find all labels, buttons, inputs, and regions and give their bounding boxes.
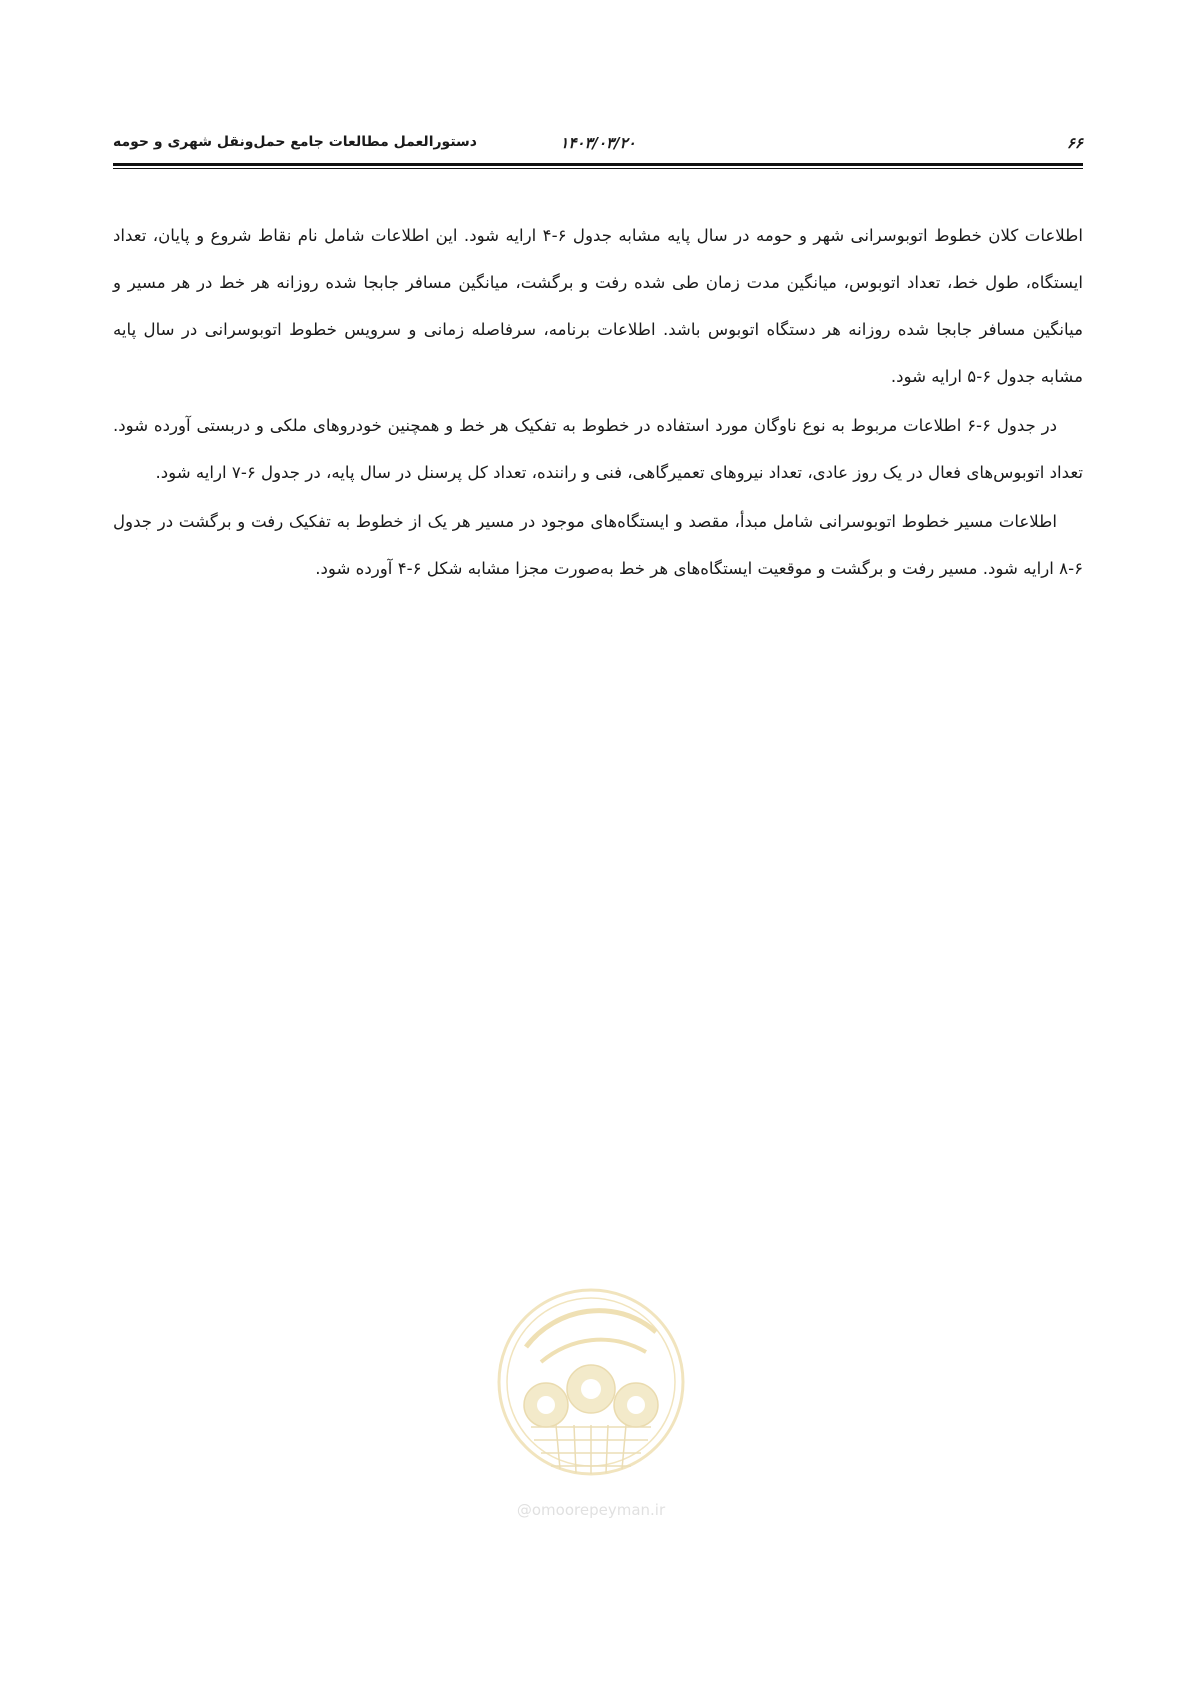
page-number: ۶۶ [1066, 134, 1083, 152]
header-title: دستورالعمل مطالعات جامع حمل‌ونقل شهری و حومه [113, 134, 477, 150]
seal-icon [486, 1277, 696, 1497]
paragraph-2: در جدول ۶-۶ اطلاعات مربوط به نوع ناوگان مورد استفاده در خطوط به تفکیک هر خط و همچنین خودروهای ملکی و دربستی آورده شود. تعداد اتوبوس‌های فعال در یک روز عادی، تعداد نیروهای تعمیرگاهی، فنی و راننده، تعداد کل پرسنل در سال پایه، در جدول ۶-۷ ارایه شود. [113, 416, 1083, 482]
page-header [113, 128, 1083, 158]
header-rule-thick [113, 163, 1083, 166]
paragraph-1: اطلاعات کلان خطوط اتوبوسرانی شهر و حومه در سال پایه مشابه جدول ۶-۴ ارایه شود. این اطلاعات شامل نام نقاط شروع و پایان، تعداد ایستگاه، طول خط، تعداد اتوبوس، میانگین مدت زمان طی شده رفت و برگشت، میانگین مسافر جابجا شده روزانه هر خط در هر مسیر و میانگین مسافر جابجا شده روزانه هر دستگاه اتوبوس باشد. اطلاعات برنامه، سرفاصله زمانی و سرویس خطوط اتوبوسرانی در سال پایه مشابه جدول ۶-۵ ارایه شود. [113, 226, 1083, 386]
paragraph-3: اطلاعات مسیر خطوط اتوبوسرانی شامل مبدأ، مقصد و ایستگاه‌های موجود در مسیر هر یک از خطوط به تفکیک رفت و برگشت در جدول ۶-۸ ارایه شود. مسیر رفت و برگشت و موقعیت ایستگاه‌های هر خط به‌صورت مجزا مشابه شکل ۶-۴ آورده شود. [113, 512, 1083, 578]
header-rule-thin [113, 168, 1083, 169]
watermark-handle: @omoorepeyman.ir [516, 1501, 666, 1519]
body-text [113, 212, 1083, 594]
header-date: ۱۴۰۳/۰۳/۲۰ [560, 134, 636, 152]
watermark-logo [486, 1277, 696, 1537]
